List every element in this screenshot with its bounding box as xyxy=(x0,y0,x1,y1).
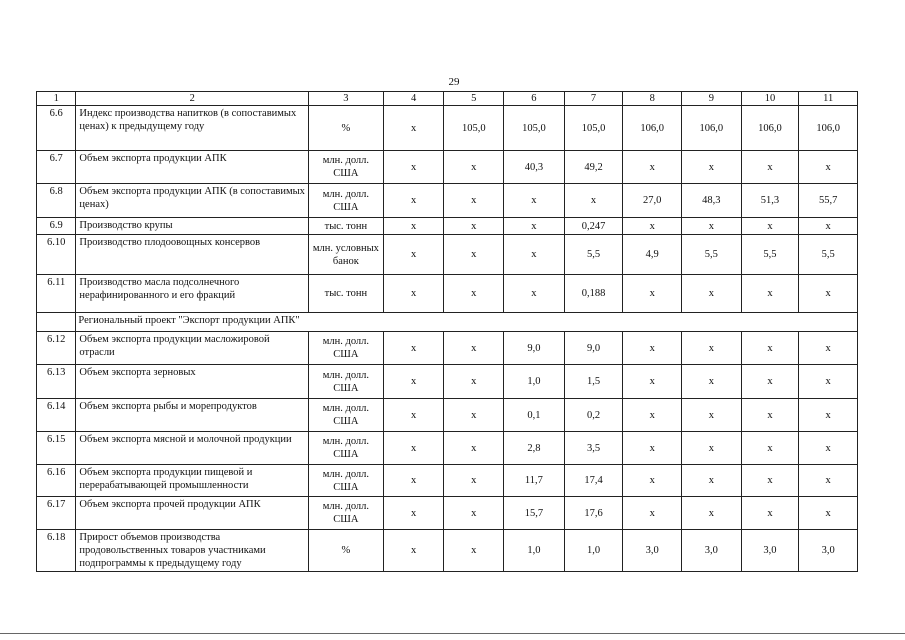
value-cell: x xyxy=(623,365,682,399)
unit-cell: млн. условных банок xyxy=(308,235,383,275)
value-cell: 0,188 xyxy=(564,275,623,313)
value-cell: x xyxy=(504,218,565,235)
value-cell: 1,0 xyxy=(504,530,565,572)
value-cell: 55,7 xyxy=(799,184,858,218)
value-cell: x xyxy=(741,218,799,235)
value-cell: x xyxy=(444,399,504,432)
value-cell: x xyxy=(741,332,799,365)
value-cell: x xyxy=(741,365,799,399)
unit-cell: тыс. тонн xyxy=(308,218,383,235)
table-row xyxy=(37,235,858,275)
row-number: 6.12 xyxy=(37,332,76,365)
value-cell: x xyxy=(741,465,799,497)
value-cell: x xyxy=(623,432,682,465)
page-number: 29 xyxy=(448,76,460,88)
indicator-name: Объем экспорта прочей продукции АПК xyxy=(76,497,309,530)
section-number-cell xyxy=(37,313,76,332)
table-row xyxy=(37,151,858,184)
indicator-name: Производство крупы xyxy=(76,218,309,235)
value-cell: x xyxy=(383,497,444,530)
indicator-name: Объем экспорта продукции пищевой и перерабатывающей промышленности xyxy=(76,465,309,497)
value-cell: 49,2 xyxy=(564,151,623,184)
value-cell: 105,0 xyxy=(444,106,504,151)
value-cell: x xyxy=(741,275,799,313)
value-cell: x xyxy=(682,151,742,184)
value-cell: x xyxy=(623,497,682,530)
value-cell: 2,8 xyxy=(504,432,565,465)
table-row xyxy=(37,275,858,313)
value-cell: x xyxy=(682,465,742,497)
value-cell: 5,5 xyxy=(564,235,623,275)
value-cell: x xyxy=(741,432,799,465)
value-cell: 1,0 xyxy=(504,365,565,399)
value-cell: x xyxy=(383,106,444,151)
row-number: 6.7 xyxy=(37,151,76,184)
value-cell: 105,0 xyxy=(504,106,565,151)
indicator-name: Производство плодоовощных консервов xyxy=(76,235,309,275)
value-cell: x xyxy=(799,399,858,432)
value-cell: 17,4 xyxy=(564,465,623,497)
table-row xyxy=(37,218,858,235)
value-cell: x xyxy=(444,497,504,530)
value-cell: x xyxy=(444,530,504,572)
unit-cell: млн. долл. США xyxy=(308,497,383,530)
column-header: 2 xyxy=(76,92,309,106)
value-cell: x xyxy=(444,184,504,218)
value-cell: x xyxy=(444,218,504,235)
column-header: 9 xyxy=(682,92,742,106)
value-cell: x xyxy=(383,184,444,218)
value-cell: x xyxy=(682,497,742,530)
value-cell: x xyxy=(623,275,682,313)
indicator-name: Производство масла подсолнечного нерафинированного и его фракций xyxy=(76,275,309,313)
value-cell: x xyxy=(383,465,444,497)
value-cell: 0,1 xyxy=(504,399,565,432)
value-cell: x xyxy=(444,332,504,365)
unit-cell: млн. долл. США xyxy=(308,184,383,218)
table-row xyxy=(37,432,858,465)
value-cell: 3,0 xyxy=(682,530,742,572)
value-cell: x xyxy=(741,399,799,432)
value-cell: x xyxy=(623,332,682,365)
unit-cell: % xyxy=(308,530,383,572)
section-row xyxy=(37,313,858,332)
value-cell: 0,247 xyxy=(564,218,623,235)
value-cell: x xyxy=(799,432,858,465)
value-cell: x xyxy=(623,151,682,184)
indicator-name: Объем экспорта продукции масложировой отрасли xyxy=(76,332,309,365)
value-cell: x xyxy=(799,275,858,313)
value-cell: 11,7 xyxy=(504,465,565,497)
value-cell: x xyxy=(383,332,444,365)
unit-cell: % xyxy=(308,106,383,151)
value-cell: 3,0 xyxy=(623,530,682,572)
unit-cell: млн. долл. США xyxy=(308,432,383,465)
value-cell: x xyxy=(741,151,799,184)
value-cell: 4,9 xyxy=(623,235,682,275)
value-cell: 106,0 xyxy=(741,106,799,151)
column-header: 5 xyxy=(444,92,504,106)
table-row xyxy=(37,184,858,218)
value-cell: 40,3 xyxy=(504,151,565,184)
column-header: 1 xyxy=(37,92,76,106)
value-cell: 106,0 xyxy=(682,106,742,151)
value-cell: 3,0 xyxy=(741,530,799,572)
value-cell: x xyxy=(383,218,444,235)
column-header: 4 xyxy=(383,92,444,106)
indicator-name: Объем экспорта рыбы и морепродуктов xyxy=(76,399,309,432)
value-cell: x xyxy=(799,332,858,365)
value-cell: x xyxy=(383,432,444,465)
row-number: 6.14 xyxy=(37,399,76,432)
value-cell: x xyxy=(444,235,504,275)
value-cell: 5,5 xyxy=(741,235,799,275)
column-header: 8 xyxy=(623,92,682,106)
value-cell: 5,5 xyxy=(799,235,858,275)
indicators-table xyxy=(36,91,858,572)
column-number-row xyxy=(37,92,858,106)
row-number: 6.16 xyxy=(37,465,76,497)
value-cell: x xyxy=(799,151,858,184)
indicator-name: Объем экспорта зерновых xyxy=(76,365,309,399)
column-header: 6 xyxy=(504,92,565,106)
row-number: 6.8 xyxy=(37,184,76,218)
value-cell: x xyxy=(682,275,742,313)
indicator-name: Объем экспорта продукции АПК xyxy=(76,151,309,184)
indicator-name: Индекс производства напитков (в сопоставимых ценах) к предыдущему году xyxy=(76,106,309,151)
row-number: 6.17 xyxy=(37,497,76,530)
indicator-name: Прирост объемов производства продовольственных товаров участниками подпрограммы к предыдущему году xyxy=(76,530,309,572)
value-cell: x xyxy=(741,497,799,530)
table-row xyxy=(37,465,858,497)
value-cell: 105,0 xyxy=(564,106,623,151)
section-title: Региональный проект "Экспорт продукции АПК" xyxy=(76,313,858,332)
value-cell: x xyxy=(383,530,444,572)
value-cell: 106,0 xyxy=(799,106,858,151)
row-number: 6.13 xyxy=(37,365,76,399)
row-number: 6.9 xyxy=(37,218,76,235)
value-cell: 17,6 xyxy=(564,497,623,530)
value-cell: x xyxy=(799,497,858,530)
value-cell: x xyxy=(504,275,565,313)
value-cell: x xyxy=(444,151,504,184)
value-cell: 9,0 xyxy=(564,332,623,365)
value-cell: x xyxy=(682,432,742,465)
value-cell: x xyxy=(383,235,444,275)
value-cell: x xyxy=(383,275,444,313)
value-cell: 1,0 xyxy=(564,530,623,572)
value-cell: x xyxy=(444,432,504,465)
value-cell: x xyxy=(564,184,623,218)
table-row xyxy=(37,365,858,399)
value-cell: x xyxy=(444,275,504,313)
table-row xyxy=(37,332,858,365)
row-number: 6.18 xyxy=(37,530,76,572)
value-cell: x xyxy=(504,184,565,218)
value-cell: x xyxy=(623,465,682,497)
value-cell: x xyxy=(799,218,858,235)
row-number: 6.6 xyxy=(37,106,76,151)
unit-cell: млн. долл. США xyxy=(308,365,383,399)
row-number: 6.15 xyxy=(37,432,76,465)
value-cell: x xyxy=(504,235,565,275)
page-bottom-rule xyxy=(0,633,905,634)
row-number: 6.10 xyxy=(37,235,76,275)
indicator-name: Объем экспорта мясной и молочной продукции xyxy=(76,432,309,465)
unit-cell: тыс. тонн xyxy=(308,275,383,313)
column-header: 11 xyxy=(799,92,858,106)
table-row xyxy=(37,106,858,151)
value-cell: x xyxy=(444,465,504,497)
column-header: 7 xyxy=(564,92,623,106)
value-cell: 0,2 xyxy=(564,399,623,432)
value-cell: x xyxy=(682,399,742,432)
value-cell: 3,0 xyxy=(799,530,858,572)
value-cell: x xyxy=(383,399,444,432)
unit-cell: млн. долл. США xyxy=(308,399,383,432)
value-cell: x xyxy=(682,218,742,235)
value-cell: x xyxy=(799,465,858,497)
value-cell: x xyxy=(682,332,742,365)
indicator-name: Объем экспорта продукции АПК (в сопоставимых ценах) xyxy=(76,184,309,218)
value-cell: 5,5 xyxy=(682,235,742,275)
unit-cell: млн. долл. США xyxy=(308,151,383,184)
value-cell: x xyxy=(444,365,504,399)
value-cell: 3,5 xyxy=(564,432,623,465)
value-cell: 27,0 xyxy=(623,184,682,218)
value-cell: 9,0 xyxy=(504,332,565,365)
table-row xyxy=(37,497,858,530)
value-cell: x xyxy=(383,365,444,399)
value-cell: x xyxy=(623,399,682,432)
value-cell: x xyxy=(799,365,858,399)
table-row xyxy=(37,399,858,432)
unit-cell: млн. долл. США xyxy=(308,465,383,497)
value-cell: 106,0 xyxy=(623,106,682,151)
value-cell: 48,3 xyxy=(682,184,742,218)
unit-cell: млн. долл. США xyxy=(308,332,383,365)
column-header: 3 xyxy=(308,92,383,106)
value-cell: x xyxy=(383,151,444,184)
value-cell: x xyxy=(682,365,742,399)
value-cell: 1,5 xyxy=(564,365,623,399)
value-cell: 15,7 xyxy=(504,497,565,530)
column-header: 10 xyxy=(741,92,799,106)
row-number: 6.11 xyxy=(37,275,76,313)
value-cell: 51,3 xyxy=(741,184,799,218)
value-cell: x xyxy=(623,218,682,235)
table-row xyxy=(37,530,858,572)
